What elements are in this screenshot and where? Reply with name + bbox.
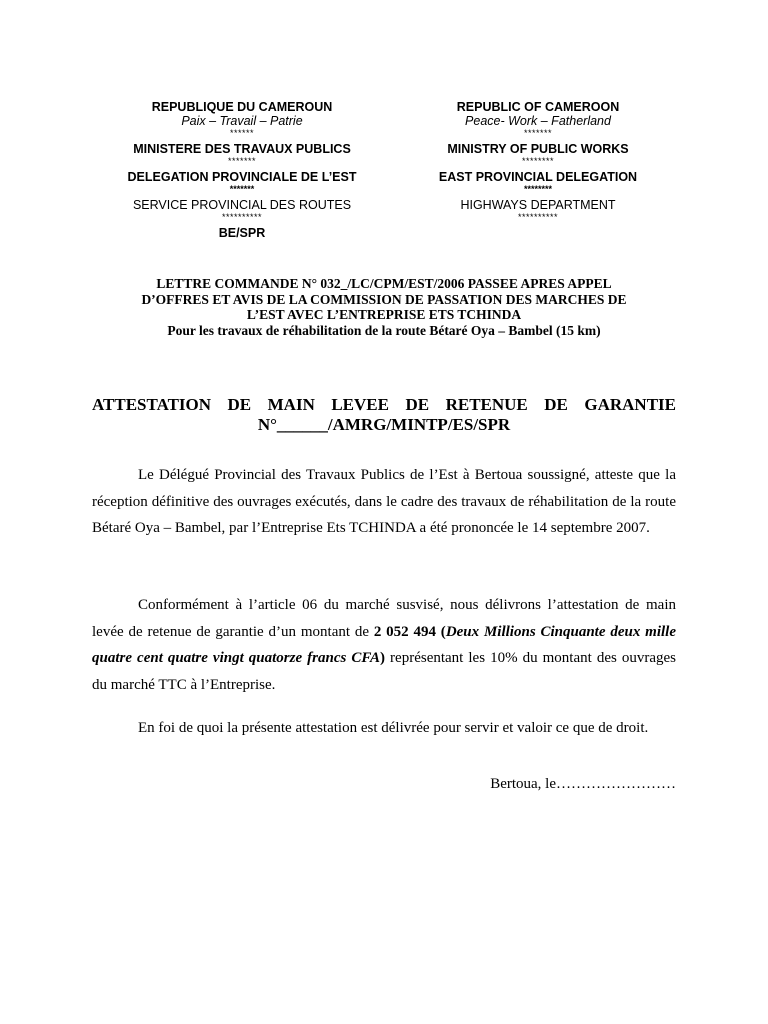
separator-stars: **********	[221, 212, 263, 222]
separator-stars: *******	[523, 128, 553, 138]
paragraph-closing	[92, 718, 676, 738]
header-left	[92, 100, 392, 222]
separator-stars: *******	[227, 156, 257, 166]
ministry-en: MINISTRY OF PUBLIC WORKS	[447, 142, 629, 156]
reference-code: BE/SPR	[218, 226, 266, 240]
separator-stars: ********	[523, 184, 553, 194]
lettre-line-1: LETTRE COMMANDE N° 032_/LC/CPM/EST/2006 PASSEE APRES APPEL	[156, 276, 612, 291]
ministry-fr: MINISTERE DES TRAVAUX PUBLICS	[133, 142, 351, 156]
separator-stars: ********	[521, 156, 555, 166]
republic-en: REPUBLIC OF CAMEROON	[456, 100, 620, 114]
paragraph-amount-text-end: représentant les 10% du montant des ouvrages du marché TTC à l’Entreprise.	[92, 650, 676, 693]
paragraph-closing-text: En foi de quoi la présente attestation est délivrée pour servir et valoir ce que de droit.	[138, 720, 649, 736]
lettre-line-2: D’OFFRES ET AVIS DE LA COMMISSION DE PASSATION DES MARCHES DE	[141, 291, 627, 307]
service-en: HIGHWAYS DEPARTMENT	[460, 198, 616, 212]
attestation-title	[92, 395, 676, 435]
republic-fr: REPUBLIQUE DU CAMEROUN	[151, 100, 333, 114]
separator-stars: *******	[229, 184, 255, 194]
amount-close: )	[380, 650, 386, 666]
amount-figure: 2 052 494 (	[373, 623, 446, 640]
attestation-title-line-1: ATTESTATION DE MAIN LEVEE DE RETENUE DE GARANTIE	[92, 395, 676, 414]
lettre-commande-block	[92, 276, 676, 338]
motto-en: Peace- Work – Fatherland	[465, 114, 611, 128]
paragraph-reception-text: Le Délégué Provincial des Travaux Publics de l’Est à Bertoua soussigné, atteste que la réception définitive des ouvrages exécutés, dans le cadre des travaux de réhabilitation de la route Bétaré Oya – Bambel, par l’Entreprise Ets TCHINDA a été prononcée le 14 septembre 2007.	[92, 467, 676, 536]
paragraph-reception	[92, 462, 676, 542]
separator-stars: **********	[517, 212, 559, 222]
paragraph-amount-text: Conformément à l’article 06 du marché susvisé, nous délivrons l’attestation de main levée de retenue de garantie d’un montant de	[92, 597, 676, 640]
service-fr: SERVICE PROVINCIAL DES ROUTES	[132, 198, 352, 212]
paragraph-amount	[92, 592, 676, 698]
motto-fr: Paix – Travail – Patrie	[181, 114, 303, 128]
signature-place-date: Bertoua, le……………………	[490, 776, 676, 792]
lettre-line-3: L’EST AVEC L’ENTREPRISE ETS TCHINDA	[246, 307, 522, 322]
header-right	[388, 100, 688, 222]
lettre-line-4: Pour les travaux de réhabilitation de la route Bétaré Oya – Bambel (15 km)	[167, 322, 601, 338]
delegation-en: EAST PROVINCIAL DELEGATION	[438, 170, 638, 184]
attestation-number: N°______/AMRG/MINTP/ES/SPR	[257, 415, 511, 434]
separator-stars: ******	[229, 128, 254, 138]
delegation-fr: DELEGATION PROVINCIALE DE L’EST	[127, 170, 357, 184]
amount-in-words: Deux Millions Cinquante deux mille quatre cent quatre vingt quatorze francs CFA	[92, 623, 676, 666]
